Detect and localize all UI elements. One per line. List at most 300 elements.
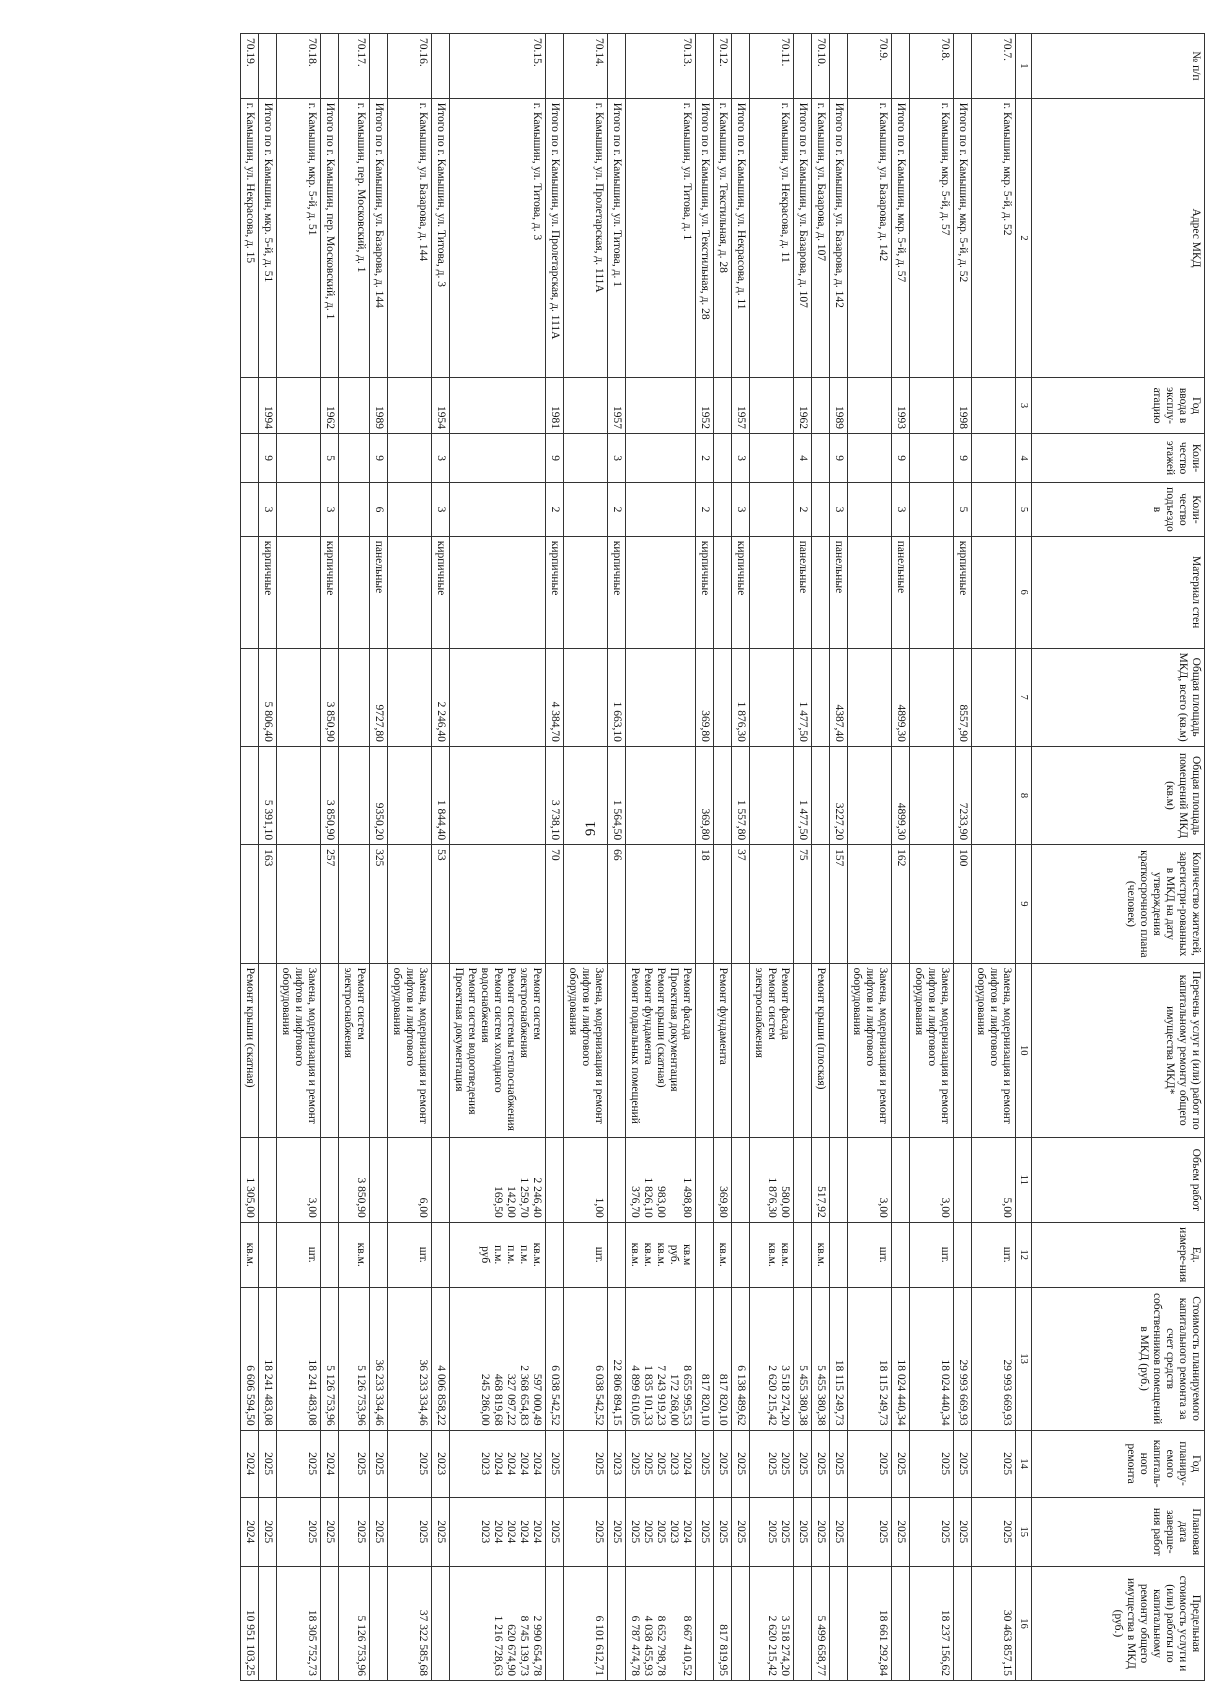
cell-line: 817 819,95 [717, 1624, 729, 1676]
cell-line: 5 126 753,96 [324, 1365, 336, 1426]
cell-works [546, 963, 564, 1137]
cell-mat [388, 536, 432, 648]
table-row [714, 34, 732, 1681]
cell-line: 2024 [492, 1520, 504, 1544]
cell-line: 5,00 [1001, 1197, 1013, 1218]
cell-plan-year [608, 1430, 626, 1497]
cell-no: 70.13. [626, 34, 696, 99]
cell-no: 70.10. [812, 34, 830, 99]
cell-line: 2025 [797, 1520, 809, 1544]
cell-year: 1957 [608, 378, 626, 434]
cell-limit [892, 1566, 910, 1680]
column-header: Объем работ [1032, 1137, 1205, 1222]
cell-cost [972, 1287, 1016, 1430]
cell-entr: 6 [370, 483, 388, 537]
cell-area-total [339, 648, 370, 746]
cell-area-prem: 3 850,90 [321, 746, 339, 844]
cell-line: 4 006 858,22 [435, 1365, 447, 1426]
cell-line: 2 246,40 [531, 1177, 543, 1218]
cell-addr: г. Камышин, мкр. 5-й, д. 51 [277, 98, 321, 377]
column-header: Адрес МКД [1032, 98, 1205, 377]
cell-year [277, 378, 321, 434]
cell-works [714, 963, 732, 1137]
cell-limit [370, 1566, 388, 1680]
cell-line: 2025 [815, 1520, 827, 1544]
cell-year [450, 378, 546, 434]
cell-area-prem: 4899,30 [892, 746, 910, 844]
cell-line: 142,00 [505, 1186, 517, 1218]
cell-works [794, 963, 812, 1137]
cell-no [370, 34, 388, 99]
cell-year [910, 378, 954, 434]
cell-limit [714, 1566, 732, 1680]
cell-line: 18 237 156,62 [939, 1609, 951, 1676]
cell-line: 3,00 [877, 1197, 889, 1218]
cell-year: 1989 [830, 378, 848, 434]
cell-area-total: 2 246,40 [432, 648, 450, 746]
cell-line: 6 138 489,62 [735, 1365, 747, 1426]
cell-area-prem: 1 564,50 [608, 746, 626, 844]
cell-line: 2025 [877, 1452, 889, 1476]
column-number: 15 [1016, 1497, 1032, 1566]
cell-floors: 3 [608, 433, 626, 482]
cell-line: Ремонт фундамента [717, 967, 729, 1065]
cell-plan-year [892, 1430, 910, 1497]
cell-line: Ремонт систем холодного водоснабжения [479, 967, 504, 1093]
cell-area-total: 1 477,50 [794, 648, 812, 746]
cell-works [564, 963, 608, 1137]
cell-unit [750, 1222, 794, 1287]
cell-addr: г. Камышин, мкр. 5-й, д. 52 [972, 98, 1016, 377]
cell-limit [848, 1566, 892, 1680]
cell-floors [910, 433, 954, 482]
cell-residents [388, 845, 432, 963]
cell-unit [848, 1222, 892, 1287]
cell-mat: панельные [794, 536, 812, 648]
cell-works [830, 963, 848, 1137]
cell-line: 18 024 440,34 [939, 1359, 951, 1426]
cell-line: 2025 [717, 1520, 729, 1544]
cell-entr [450, 483, 546, 537]
cell-plan-year [564, 1430, 608, 1497]
cell-line: кв.м. [531, 1242, 543, 1267]
cell-unit [388, 1222, 432, 1287]
cell-limit [626, 1566, 696, 1680]
column-header: Предельная стоимость услуги и (или) работы по капитальному ремонту общего имущества в МКД (руб.) [1032, 1566, 1205, 1680]
cell-unit [972, 1222, 1016, 1287]
cell-area-total: 1 876,30 [732, 648, 750, 746]
cell-end-date [277, 1497, 321, 1566]
cell-cost [812, 1287, 830, 1430]
cell-unit [812, 1222, 830, 1287]
cell-residents [848, 845, 892, 963]
cell-line: 2024 [505, 1520, 517, 1544]
cell-line: 1,00 [593, 1197, 605, 1218]
cell-entr: 2 [794, 483, 812, 537]
cell-limit [732, 1566, 750, 1680]
cell-entr: 2 [696, 483, 714, 537]
cell-residents: 70 [546, 845, 564, 963]
cell-no: 70.12. [714, 34, 732, 99]
cell-line: 1 305,00 [244, 1177, 256, 1218]
cell-cost [277, 1287, 321, 1430]
cell-works [892, 963, 910, 1137]
cell-vol [321, 1137, 339, 1222]
cell-unit [432, 1222, 450, 1287]
cell-addr: г. Камышин, ул. Пролетарская, д. 111А [564, 98, 608, 377]
cell-area-total [972, 648, 1016, 746]
cell-addr: г. Камышин, ул. Базарова, д. 142 [848, 98, 892, 377]
cell-line: 2025 [815, 1452, 827, 1476]
cell-line: 2025 [766, 1452, 778, 1476]
cell-year [812, 378, 830, 434]
cell-year [626, 378, 696, 434]
cell-unit [321, 1222, 339, 1287]
cell-unit [696, 1222, 714, 1287]
column-header: Коли-чество этажей [1032, 433, 1205, 482]
cell-line: Замена, модернизация и ремонт лифтов и лифтового оборудования [975, 967, 1013, 1124]
cell-plan-year [259, 1430, 277, 1497]
cell-line: Замена, модернизация и ремонт лифтов и лифтового оборудования [913, 967, 951, 1124]
cell-line: 2024 [531, 1452, 543, 1476]
cell-residents: 162 [892, 845, 910, 963]
table-row-total [321, 34, 339, 1681]
cell-line: 597 000,49 [531, 1373, 543, 1426]
cell-vol [370, 1137, 388, 1222]
cell-cost [370, 1287, 388, 1430]
table-row [339, 34, 370, 1681]
cell-no [954, 34, 972, 99]
cell-end-date [848, 1497, 892, 1566]
cell-line [478, 1142, 491, 1218]
cell-vol [714, 1137, 732, 1222]
cell-mat: панельные [892, 536, 910, 648]
cell-year [388, 378, 432, 434]
cell-line: 2025 [373, 1520, 385, 1544]
table-row [564, 34, 608, 1681]
cell-line: 580,00 [779, 1186, 791, 1218]
cell-line: 983,00 [655, 1186, 667, 1218]
cell-works [696, 963, 714, 1137]
cell-plan-year [321, 1430, 339, 1497]
cell-cost [564, 1287, 608, 1430]
cell-line: 2023 [479, 1452, 491, 1476]
table-row-total [696, 34, 714, 1681]
cell-line: Ремонт крыши (плоская) [815, 967, 827, 1090]
cell-entr [972, 483, 1016, 537]
cell-line: шт. [593, 1246, 605, 1263]
cell-addr: Итого по г. Камышин, ул. Текстильная, д. 28 [696, 98, 714, 377]
cell-vol [450, 1137, 546, 1222]
cell-line: кв.м. [766, 1242, 778, 1267]
cell-line: 37 322 585,68 [417, 1609, 429, 1676]
cell-vol [696, 1137, 714, 1222]
cell-year: 1998 [954, 378, 972, 434]
cell-line: 172 268,00 [668, 1373, 680, 1426]
cell-residents [910, 845, 954, 963]
cell-line: 1 826,10 [642, 1177, 654, 1218]
cell-end-date [546, 1497, 564, 1566]
cell-line: 2025 [306, 1520, 318, 1544]
cell-line: Замена, модернизация и ремонт лифтов и лифтового оборудования [567, 967, 605, 1124]
cell-unit [259, 1222, 277, 1287]
column-header: Год планиру-емого капиталь-ного ремонта [1032, 1430, 1205, 1497]
cell-addr: Итого по г. Камышин, ул. Базарова, д. 107 [794, 98, 812, 377]
cell-line: кв.м. [244, 1242, 256, 1267]
cell-line: 2024 [244, 1452, 256, 1476]
cell-area-total [241, 648, 259, 746]
cell-line: 5 126 753,96 [355, 1365, 367, 1426]
cell-vol [259, 1137, 277, 1222]
cell-end-date [750, 1497, 794, 1566]
cell-entr [910, 483, 954, 537]
cell-mat [450, 536, 546, 648]
cell-limit [696, 1566, 714, 1680]
table-row [626, 34, 696, 1681]
cell-no: 70.8. [910, 34, 954, 99]
cell-plan-year [450, 1430, 546, 1497]
cell-no: 70.15. [450, 34, 546, 99]
cell-entr [848, 483, 892, 537]
cell-entr: 3 [432, 483, 450, 537]
cell-works [626, 963, 696, 1137]
cell-no [696, 34, 714, 99]
cell-end-date [370, 1497, 388, 1566]
cell-mat: кирпичные [432, 536, 450, 648]
cell-limit [564, 1566, 608, 1680]
column-number: 16 [1016, 1566, 1032, 1680]
cell-line: Замена, модернизация и ремонт лифтов и лифтового оборудования [391, 967, 429, 1124]
table-row-total [830, 34, 848, 1681]
cell-line: 1 498,80 [681, 1177, 693, 1218]
cell-vol [972, 1137, 1016, 1222]
cell-line: 6 101 612,71 [593, 1615, 605, 1676]
cell-line: 2024 [681, 1520, 693, 1544]
cell-unit [910, 1222, 954, 1287]
cell-mat [277, 536, 321, 648]
cell-entr: 3 [892, 483, 910, 537]
cell-cost [388, 1287, 432, 1430]
cell-addr: г. Камышин, ул. Базарова, д. 107 [812, 98, 830, 377]
cell-end-date [432, 1497, 450, 1566]
cell-unit [370, 1222, 388, 1287]
table-row-total [608, 34, 626, 1681]
cell-line: 2025 [262, 1452, 274, 1476]
table-row [750, 34, 794, 1681]
cell-line: 18 115 249,73 [833, 1359, 845, 1426]
cell-unit [608, 1222, 626, 1287]
cell-line: 18 115 249,73 [877, 1359, 889, 1426]
cell-line: 2025 [262, 1520, 274, 1544]
cell-addr: Итого по г. Камышин, мкр. 5-й, д. 52 [954, 98, 972, 377]
cell-unit [564, 1222, 608, 1287]
cell-residents: 18 [696, 845, 714, 963]
cell-line: 2025 [779, 1520, 791, 1544]
cell-area-total [714, 648, 732, 746]
cell-residents: 66 [608, 845, 626, 963]
cell-line: кв.м [681, 1244, 693, 1266]
cell-line: руб [479, 1246, 491, 1264]
cell-cost [432, 1287, 450, 1430]
cell-plan-year [954, 1430, 972, 1497]
cell-unit [241, 1222, 259, 1287]
cell-entr: 3 [259, 483, 277, 537]
cell-floors [241, 433, 259, 482]
cell-plan-year [812, 1430, 830, 1497]
cell-limit [812, 1566, 830, 1680]
column-header: Ед. измере-ния [1032, 1222, 1205, 1287]
cell-line: Ремонт крыши (скатная) [244, 967, 256, 1088]
cell-year [339, 378, 370, 434]
table-row-total [546, 34, 564, 1681]
cell-entr: 2 [608, 483, 626, 537]
cell-residents [277, 845, 321, 963]
cell-area-total: 1 663,10 [608, 648, 626, 746]
cell-area-total [564, 648, 608, 746]
cell-line: Ремонт систем электроснабжения [753, 967, 778, 1058]
column-number: 3 [1016, 378, 1032, 434]
cell-floors [450, 433, 546, 482]
cell-vol [546, 1137, 564, 1222]
cell-cost [794, 1287, 812, 1430]
cell-no [546, 34, 564, 99]
cell-works [732, 963, 750, 1137]
cell-unit [450, 1222, 546, 1287]
cell-line: 2025 [895, 1452, 907, 1476]
cell-line: шт. [417, 1246, 429, 1263]
cell-line: 6 038 542,52 [593, 1365, 605, 1426]
cell-line: 18 024 440,34 [895, 1359, 907, 1426]
column-number-row [1016, 34, 1032, 1681]
cell-end-date [732, 1497, 750, 1566]
cell-line: 2 990 654,78 [531, 1615, 543, 1676]
cell-plan-year [241, 1430, 259, 1497]
cell-floors [848, 433, 892, 482]
cell-year [750, 378, 794, 434]
cell-cost [732, 1287, 750, 1430]
cell-line: 2025 [735, 1452, 747, 1476]
cell-plan-year [732, 1430, 750, 1497]
cell-mat: панельные [830, 536, 848, 648]
cell-area-prem: 369,80 [696, 746, 714, 844]
cell-limit [954, 1566, 972, 1680]
cell-year [241, 378, 259, 434]
cell-limit [608, 1566, 626, 1680]
table-row [812, 34, 830, 1681]
cell-floors [564, 433, 608, 482]
cell-limit [972, 1566, 1016, 1680]
cell-line: 2023 [668, 1452, 680, 1476]
cell-line: Ремонт фасада [681, 967, 693, 1040]
cell-cost [450, 1287, 546, 1430]
cell-line: 2 620 215,42 [766, 1615, 778, 1676]
cell-unit [794, 1222, 812, 1287]
cell-line: 2025 [324, 1520, 336, 1544]
cell-floors [750, 433, 794, 482]
cell-line: п.м. [492, 1245, 504, 1265]
cell-vol [954, 1137, 972, 1222]
cell-line: шт. [939, 1246, 951, 1263]
cell-area-prem [388, 746, 432, 844]
cell-cost [714, 1287, 732, 1430]
cell-line: шт. [877, 1246, 889, 1263]
cell-line: 369,80 [717, 1186, 729, 1218]
cell-area-prem [339, 746, 370, 844]
cell-area-total [626, 648, 696, 746]
cell-line: 5 455 380,38 [815, 1365, 827, 1426]
cell-floors: 9 [892, 433, 910, 482]
cell-mat [812, 536, 830, 648]
cell-mat [626, 536, 696, 648]
table-row-total [259, 34, 277, 1681]
cell-end-date [564, 1497, 608, 1566]
cell-plan-year [339, 1430, 370, 1497]
cell-line: 3 518 274,20 [779, 1365, 791, 1426]
cell-no [608, 34, 626, 99]
cell-line: 2025 [593, 1452, 605, 1476]
cell-year: 1989 [370, 378, 388, 434]
cell-line: 2025 [593, 1520, 605, 1544]
cell-cost [848, 1287, 892, 1430]
cell-line: 3 850,90 [355, 1177, 367, 1218]
cell-line: 468 819,68 [492, 1373, 504, 1426]
cell-addr: Итого по г. Камышин, мкр. 5-й, д. 57 [892, 98, 910, 377]
cell-line: 2025 [895, 1520, 907, 1544]
cell-plan-year [714, 1430, 732, 1497]
cell-area-total: 4 384,70 [546, 648, 564, 746]
cell-line: 36 233 334,46 [373, 1359, 385, 1426]
cell-line: 2025 [629, 1520, 641, 1544]
cell-area-prem [714, 746, 732, 844]
cell-entr: 3 [732, 483, 750, 537]
cell-plan-year [794, 1430, 812, 1497]
cell-area-total [910, 648, 954, 746]
cell-line: 2025 [629, 1452, 641, 1476]
cell-no: 70.18. [277, 34, 321, 99]
cell-area-total: 5 806,40 [259, 648, 277, 746]
cell-addr: г. Камышин, мкр. 5-й, д. 57 [910, 98, 954, 377]
cell-line: 2025 [699, 1520, 711, 1544]
page-number: 91 [583, 821, 599, 836]
cell-line: 2023 [611, 1452, 623, 1476]
cell-line: 327 097,22 [505, 1373, 517, 1426]
cell-line: 2025 [417, 1520, 429, 1544]
table-body [241, 34, 1016, 1681]
cell-mat: кирпичные [608, 536, 626, 648]
cell-no [732, 34, 750, 99]
cell-mat: кирпичные [954, 536, 972, 648]
cell-addr: Итого по г. Камышин, ул. Титова, д. 3 [432, 98, 450, 377]
cell-vol [339, 1137, 370, 1222]
cell-floors: 9 [370, 433, 388, 482]
table-row-total [794, 34, 812, 1681]
cell-line: 2025 [611, 1520, 623, 1544]
cell-line: п.м. [505, 1245, 517, 1265]
cell-line: 2024 [518, 1452, 530, 1476]
cell-residents [750, 845, 794, 963]
cell-line: 2025 [373, 1452, 385, 1476]
cell-vol [750, 1137, 794, 1222]
cell-end-date [321, 1497, 339, 1566]
cell-mat [972, 536, 1016, 648]
cell-line: Ремонт крыши (скатная) [655, 967, 667, 1088]
cell-line: 2025 [355, 1520, 367, 1544]
cell-entr [564, 483, 608, 537]
cell-end-date [259, 1497, 277, 1566]
cell-mat [910, 536, 954, 648]
cell-year: 1962 [794, 378, 812, 434]
cell-line: кв.м. [815, 1242, 827, 1267]
